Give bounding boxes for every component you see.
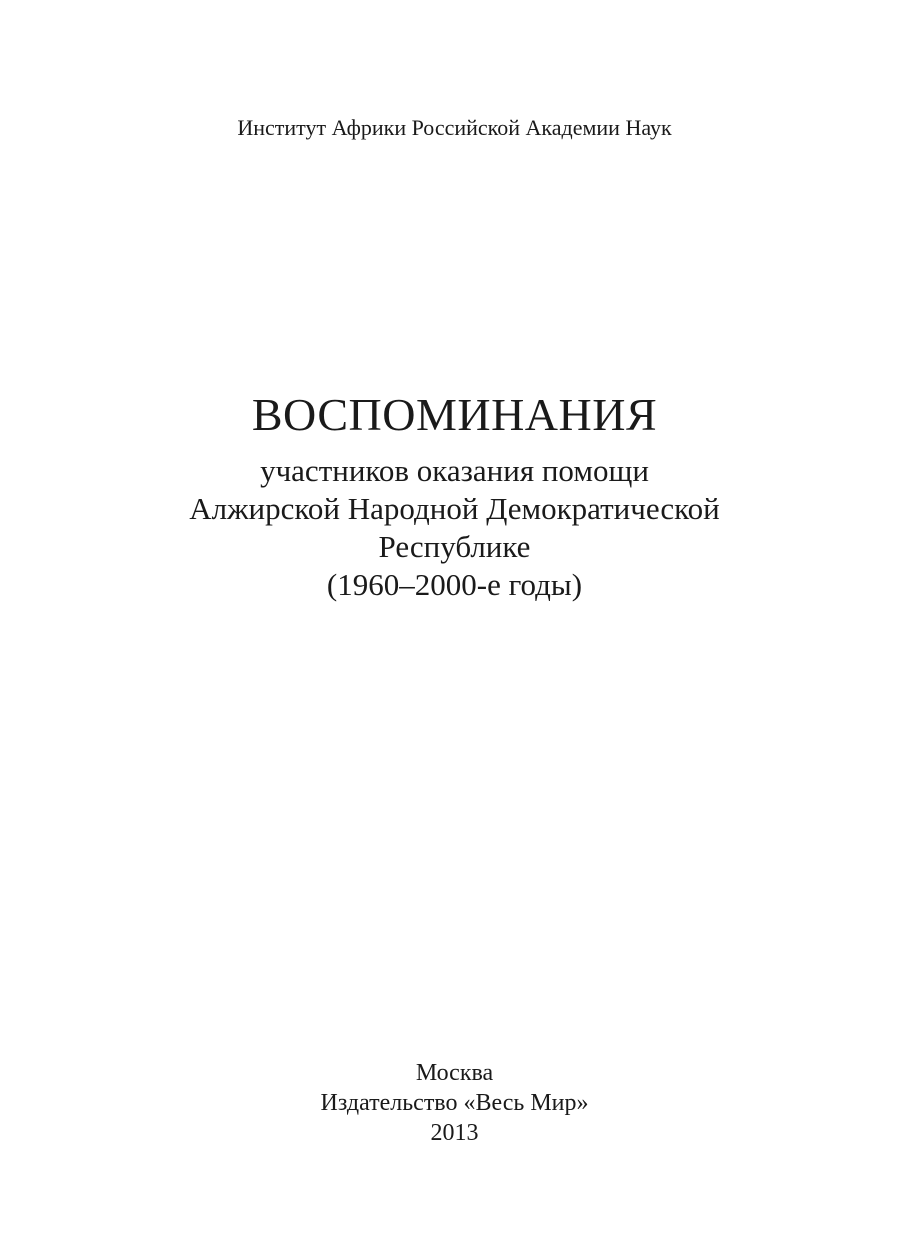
subtitle-line-3: Республике xyxy=(378,529,531,564)
subtitle-line-2: Алжирской Народной Демократической xyxy=(189,491,720,526)
subtitle-line-4: (1960–2000-е годы) xyxy=(326,567,583,602)
imprint-publisher: Издательство «Весь Мир» xyxy=(320,1090,589,1116)
institute-name: Институт Африки Российской Академии Наук xyxy=(237,115,672,140)
subtitle-line-1: участников оказания помощи xyxy=(260,453,649,488)
imprint xyxy=(0,1058,909,1148)
book-subtitle xyxy=(0,452,909,604)
imprint-city: Москва xyxy=(415,1060,494,1086)
book-title: ВОСПОМИНАНИЯ xyxy=(251,389,658,440)
imprint-year: 2013 xyxy=(430,1120,479,1146)
